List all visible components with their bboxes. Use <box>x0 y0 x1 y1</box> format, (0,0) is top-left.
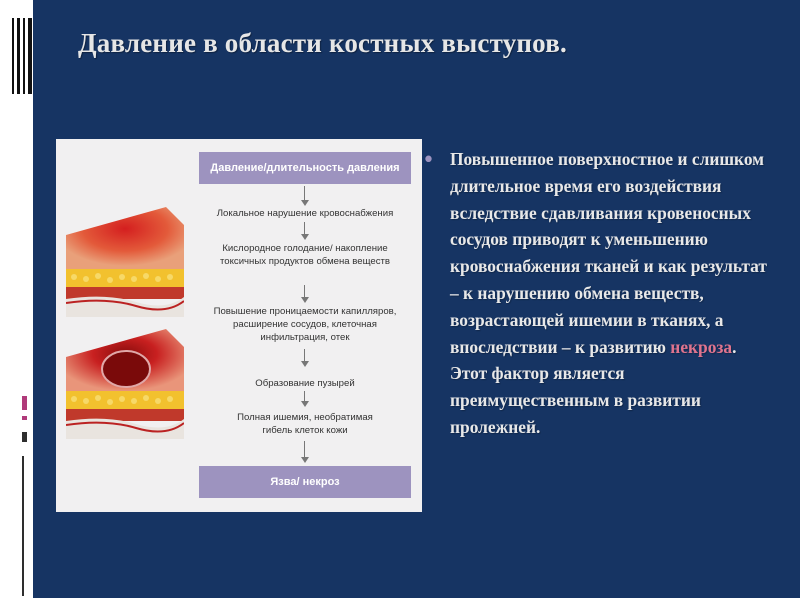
diagram-header: Давление/длительность давления <box>199 152 411 184</box>
pressure-diagram <box>56 139 422 512</box>
diagram-step-1: Локальное нарушение кровоснабжения <box>216 208 394 219</box>
body-text <box>450 146 768 441</box>
arrow-icon <box>302 349 308 367</box>
bullet-icon: • <box>422 148 435 173</box>
diagram-step-5: Полная ишемия, необратимая гибель клеток кожи <box>237 412 373 436</box>
decorative-bars-top <box>12 18 34 94</box>
body-text-part-1: Повышенное поверхностное и слишком длительное время его воздействия вследствие сдавливания кровеносных сосудов приводят к уменьшению кровоснабжения тканей и как результат – к нарушению обмена веществ, возрастающей ишемии в тканях, а впоследствии – к развитию <box>450 149 767 357</box>
arrow-icon <box>302 441 308 463</box>
arrow-icon <box>302 186 308 206</box>
diagram-step-2: Кислородное голодание/ накопление токсичных продуктов обмена веществ <box>219 243 391 267</box>
diagram-step-4: Образование пузырей <box>255 378 355 389</box>
arrow-icon <box>302 285 308 303</box>
diagram-footer: Язва/ некроз <box>199 466 411 498</box>
tissue-illustration-early <box>66 207 184 317</box>
arrow-icon <box>302 391 308 407</box>
tissue-illustration-ulcer <box>66 329 184 439</box>
decorative-bars-bottom <box>22 396 32 596</box>
body-text-part-2: . Этот фактор является преимущественным в развитии пролежней. <box>450 336 737 437</box>
diagram-step-3: Повышение проницаемости капилляров, расширение сосудов, клеточная инфильтрация, отек <box>213 306 397 343</box>
slide-title: Давление в области костных выступов. <box>78 28 567 58</box>
arrow-icon <box>302 222 308 240</box>
body-text-highlight: некроза <box>670 336 733 357</box>
